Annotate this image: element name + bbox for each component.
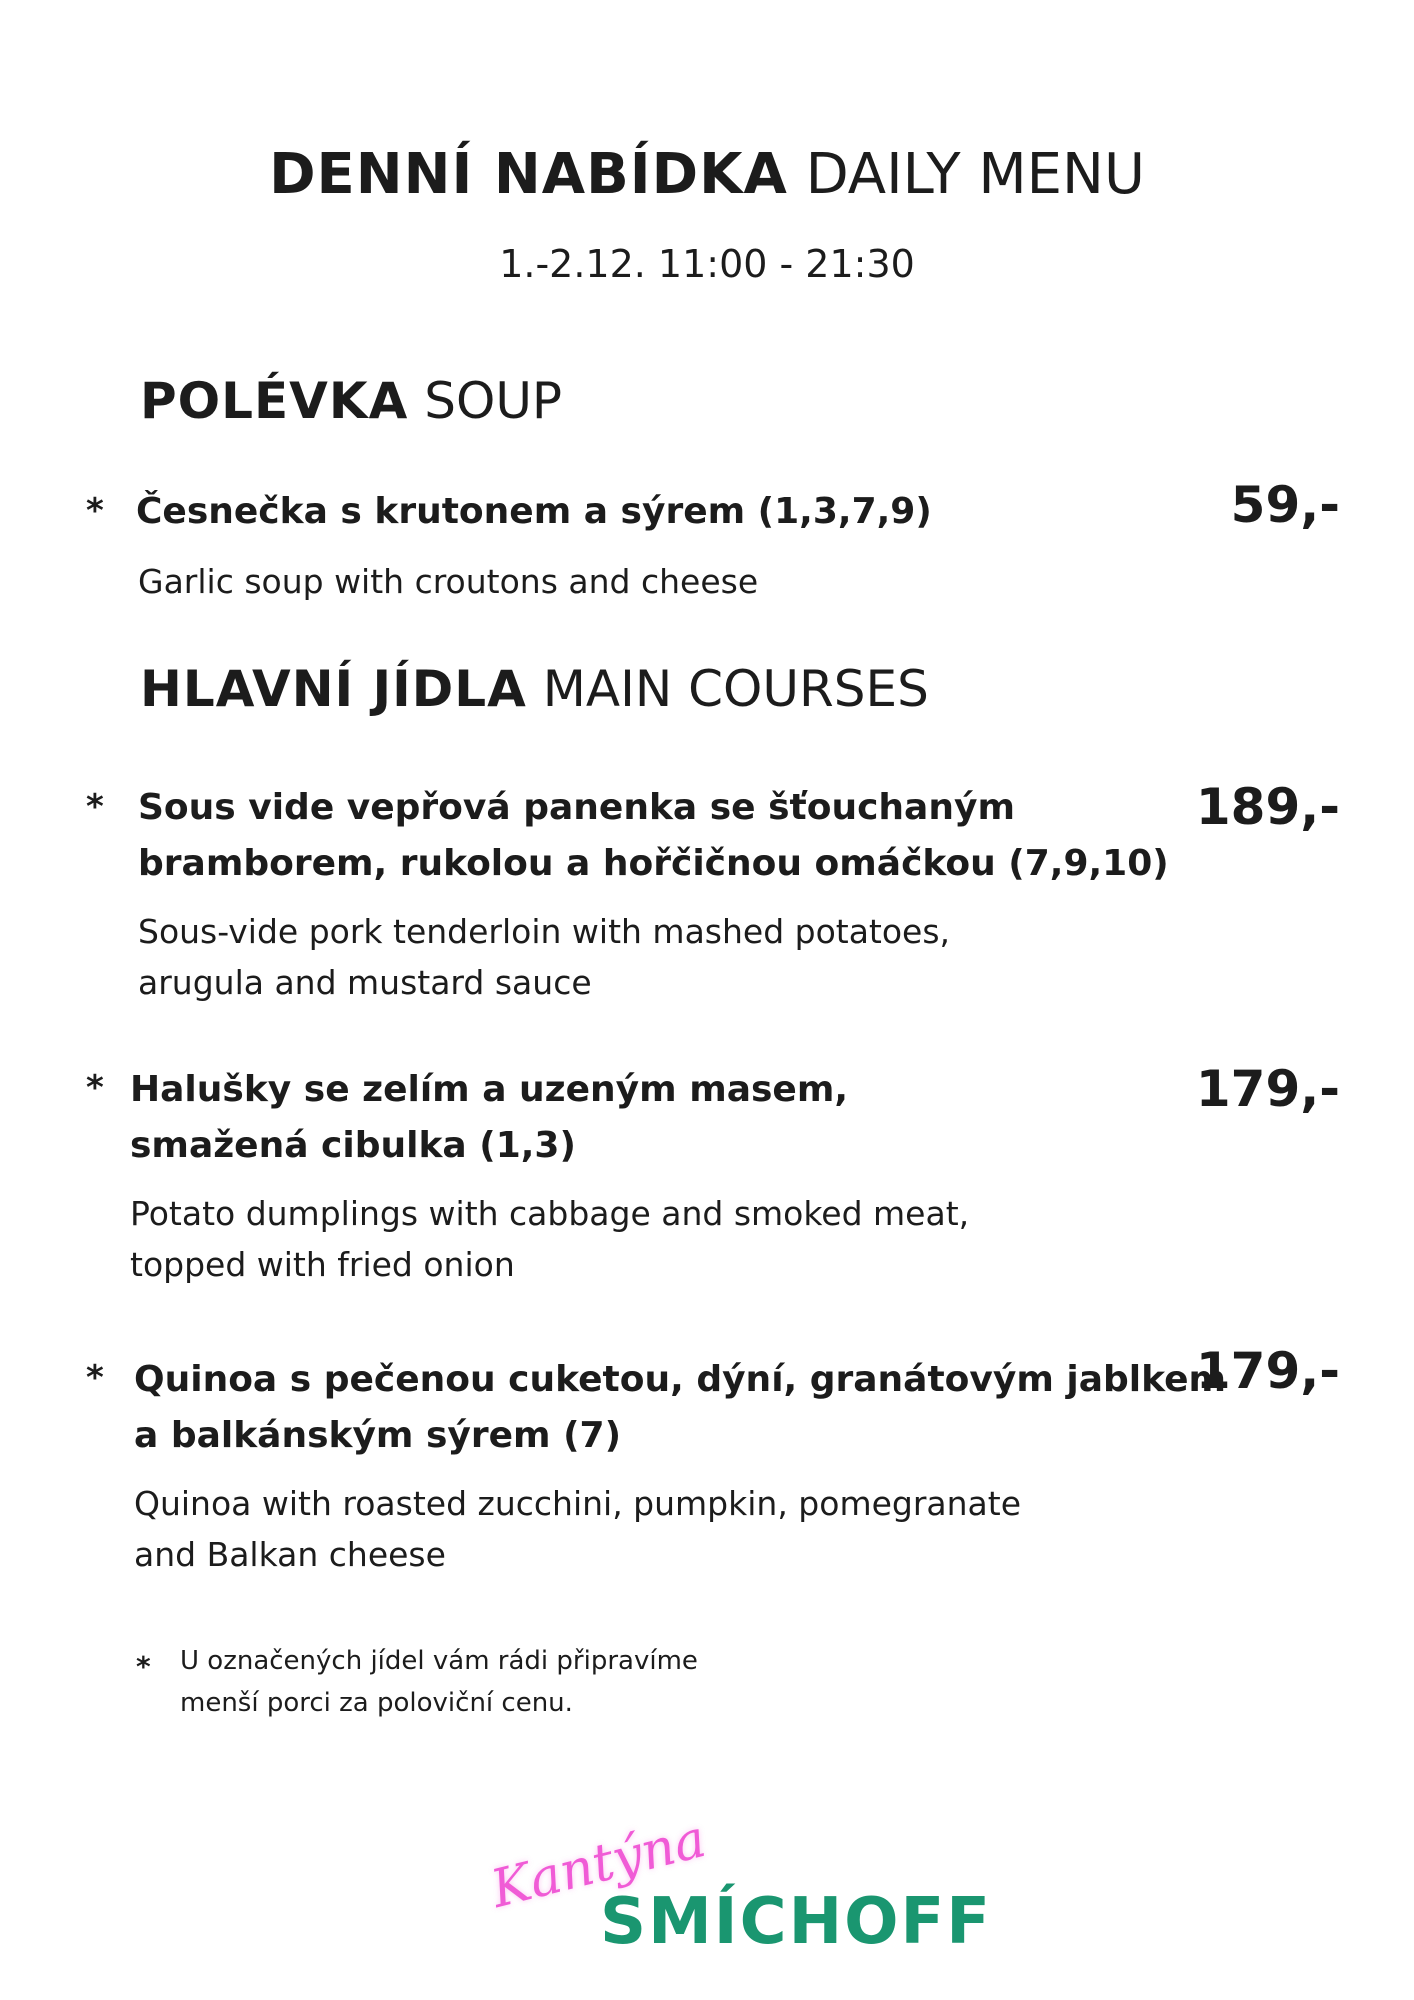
logo-script: Kantýna xyxy=(485,1809,712,1920)
half-portion-marker: * xyxy=(86,787,104,827)
item-name-line: Quinoa s pečenou cuketou, dýní, granátovým jablkem xyxy=(134,1359,1227,1400)
item-price: 189,- xyxy=(1195,778,1340,836)
item-name-cz xyxy=(138,780,1169,892)
section-title-main xyxy=(140,660,929,718)
half-portion-marker: * xyxy=(86,491,104,531)
item-name-cz xyxy=(130,1062,848,1174)
logo xyxy=(485,1809,992,1960)
item-name-line: bramborem, rukolou a hořčičnou omáčkou (7,9,10) xyxy=(138,843,1169,884)
section-title-soup xyxy=(140,372,562,430)
item-desc-line: Quinoa with roasted zucchini, pumpkin, pomegranate xyxy=(134,1484,1022,1523)
item-name-line: smažená cibulka (1,3) xyxy=(130,1125,576,1166)
footnote-marker: * xyxy=(136,1650,151,1683)
section-title-en: SOUP xyxy=(424,372,563,430)
item-price: 59,- xyxy=(1230,476,1340,534)
section-title-cz: HLAVNÍ JÍDLA xyxy=(140,660,527,718)
footnote-line: menší porci za poloviční cenu. xyxy=(180,1688,573,1718)
item-name-line: a balkánským sýrem (7) xyxy=(134,1415,622,1456)
item-desc-line: arugula and mustard sauce xyxy=(138,963,592,1002)
item-name-line: Halušky se zelím a uzeným masem, xyxy=(130,1069,849,1110)
footnote-line: U označených jídel vám rádi připravíme xyxy=(180,1646,698,1676)
logo-wordmark: SMÍCHOFF xyxy=(600,1885,992,1959)
title-cz: DENNÍ NABÍDKA xyxy=(269,142,788,207)
item-desc-line: topped with fried onion xyxy=(130,1245,515,1284)
item-price: 179,- xyxy=(1195,1342,1340,1400)
item-name-en xyxy=(138,906,950,1008)
item-name-line: Sous vide vepřová panenka se šťouchaným xyxy=(138,787,1015,828)
item-name-en: Garlic soup with croutons and cheese xyxy=(138,562,759,601)
section-title-cz: POLÉVKA xyxy=(140,372,409,430)
half-portion-marker: * xyxy=(86,1358,104,1398)
item-name-cz xyxy=(134,1352,1226,1464)
item-desc-line: and Balkan cheese xyxy=(134,1535,446,1574)
page-title xyxy=(0,142,1414,207)
section-title-en: MAIN COURSES xyxy=(542,660,929,718)
item-name-en xyxy=(134,1478,1021,1580)
item-desc-line: Sous-vide pork tenderloin with mashed potatoes, xyxy=(138,912,951,951)
item-name-en xyxy=(130,1188,969,1290)
item-name-cz: Česnečka s krutonem a sýrem (1,3,7,9) xyxy=(136,491,932,532)
footnote-text xyxy=(180,1640,698,1724)
item-price: 179,- xyxy=(1195,1060,1340,1118)
half-portion-marker: * xyxy=(86,1068,104,1108)
date-time: 1.-2.12. 11:00 - 21:30 xyxy=(499,242,915,286)
item-desc-line: Potato dumplings with cabbage and smoked meat, xyxy=(130,1194,970,1233)
title-en: DAILY MENU xyxy=(805,142,1145,207)
